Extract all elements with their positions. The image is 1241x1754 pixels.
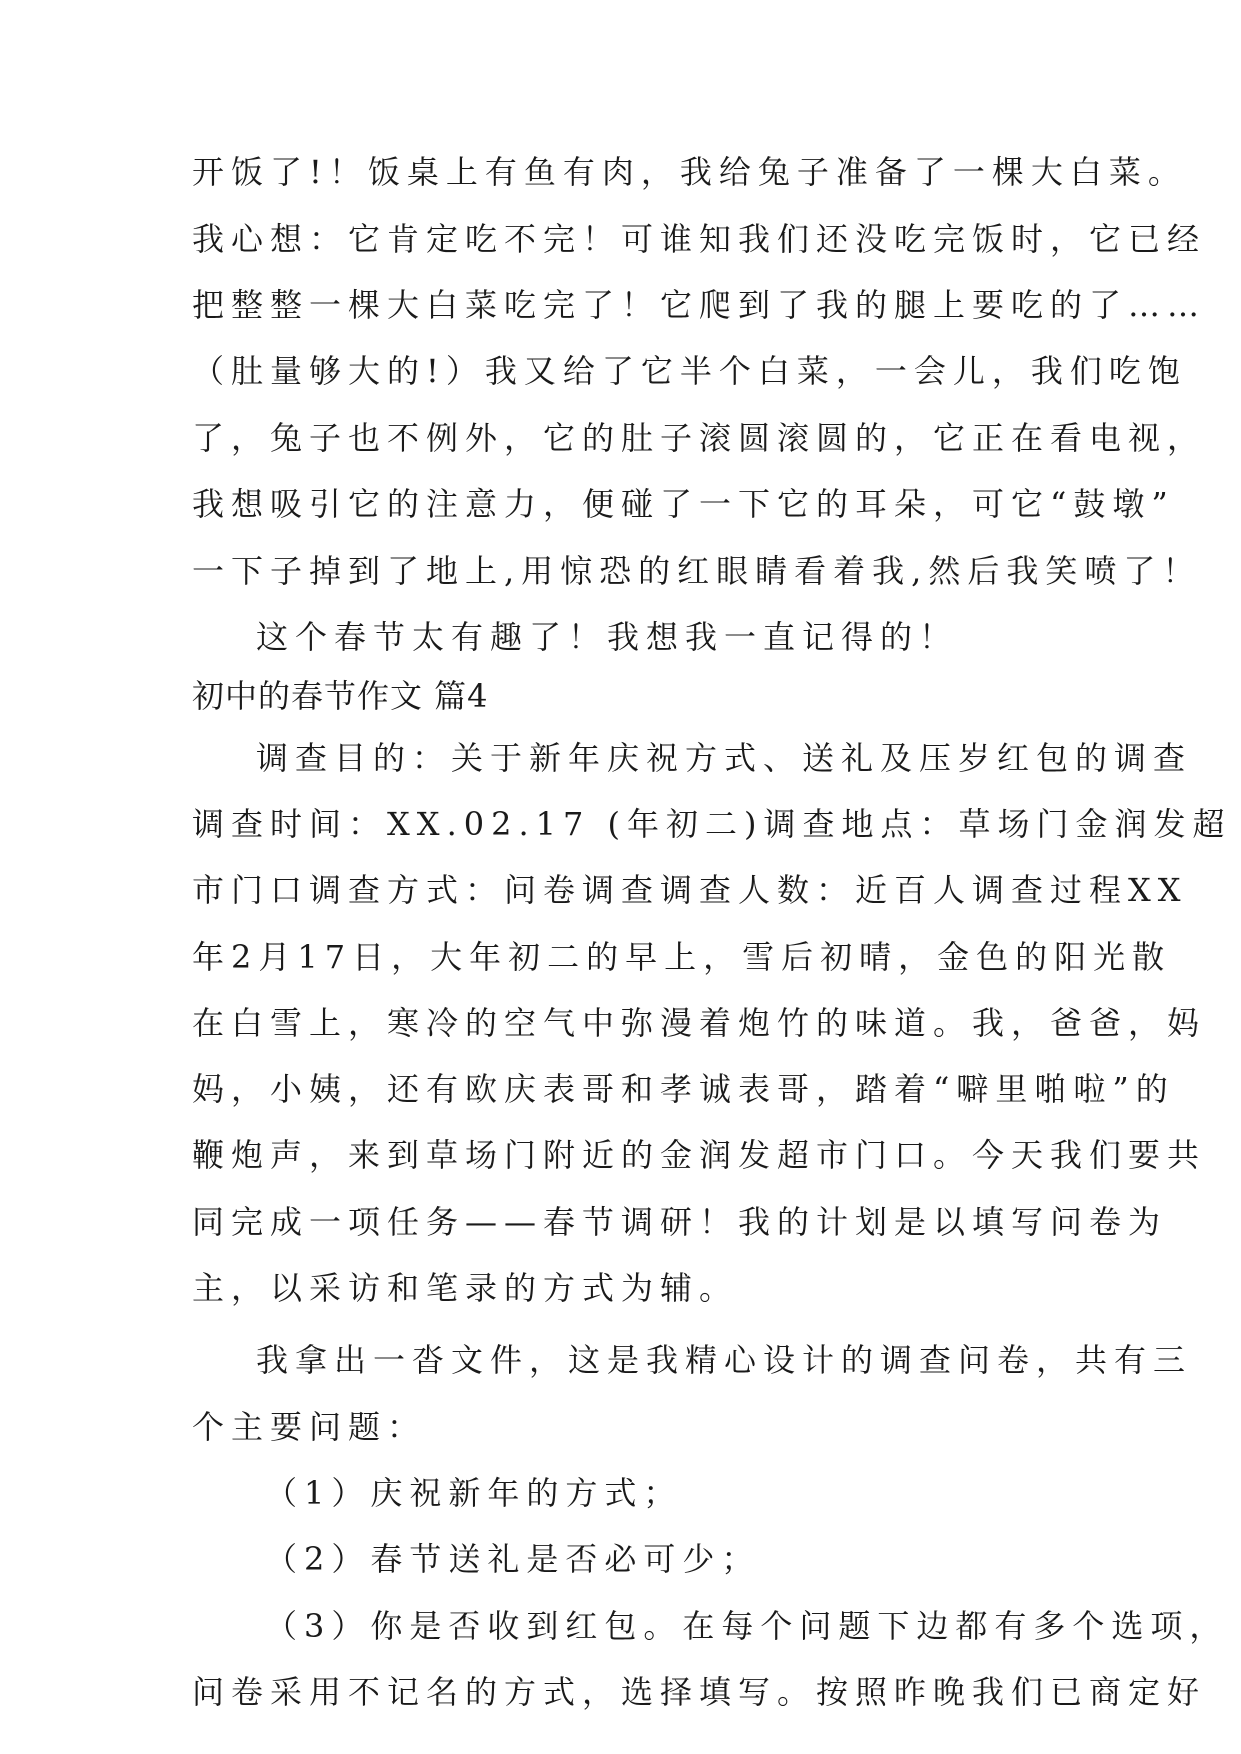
text-line: 把整整一棵大白菜吃完了！它爬到了我的腿上要吃的了……	[192, 286, 1207, 324]
paragraph-line: 我拿出一沓文件，这是我精心设计的调查问卷，共有三	[256, 1341, 1193, 1379]
text-line: 我心想：它肯定吃不完！可谁知我们还没吃完饭时，它已经	[192, 220, 1207, 258]
paragraph-line: 这个春节太有趣了！我想我一直记得的！	[256, 618, 959, 656]
text-line: 问卷采用不记名的方式，选择填写。按照昨晚我们已商定好	[192, 1673, 1207, 1711]
text-line: 主，以采访和笔录的方式为辅。	[192, 1269, 739, 1307]
text-line: 个主要问题：	[192, 1408, 427, 1446]
text-line: 一下子掉到了地上,用惊恐的红眼睛看着我,然后我笑喷了！	[192, 552, 1202, 590]
text-line: 我想吸引它的注意力，便碰了一下它的耳朵，可它“鼓墩”	[192, 485, 1175, 523]
text-line: 年2月17日，大年初二的早上，雪后初晴，金色的阳光散	[192, 938, 1172, 976]
text-line: 开饭了!！饭桌上有鱼有肉，我给兔子准备了一棵大白菜。	[192, 153, 1187, 191]
list-item: （1）庆祝新年的方式；	[265, 1474, 683, 1512]
text-line: （肚量够大的!）我又给了它半个白菜，一会儿，我们吃饱	[192, 352, 1187, 390]
text-line: 调查时间：XX.02.17 (年初二)调查地点：草场门金润发超	[192, 805, 1232, 843]
text-line: 市门口调查方式：问卷调查调查人数：近百人调查过程XX	[192, 871, 1188, 909]
text-line: 妈，小姨，还有欧庆表哥和孝诚表哥，踏着“噼里啪啦”的	[192, 1070, 1175, 1108]
section-heading: 初中的春节作文 篇4	[192, 677, 489, 715]
text-line: 鞭炮声，来到草场门附近的金润发超市门口。今天我们要共	[192, 1136, 1207, 1174]
text-line: 了，兔子也不例外，它的肚子滚圆滚圆的，它正在看电视，	[192, 419, 1207, 457]
list-item: （2）春节送礼是否必可少；	[265, 1540, 761, 1578]
text-line: 在白雪上，寒冷的空气中弥漫着炮竹的味道。我，爸爸，妈	[192, 1004, 1207, 1042]
list-item: （3）你是否收到红包。在每个问题下边都有多个选项，	[265, 1607, 1229, 1645]
paragraph-line: 调查目的：关于新年庆祝方式、送礼及压岁红包的调查	[256, 739, 1193, 777]
text-line: 同完成一项任务——春节调研！我的计划是以填写问卷为	[192, 1203, 1168, 1241]
